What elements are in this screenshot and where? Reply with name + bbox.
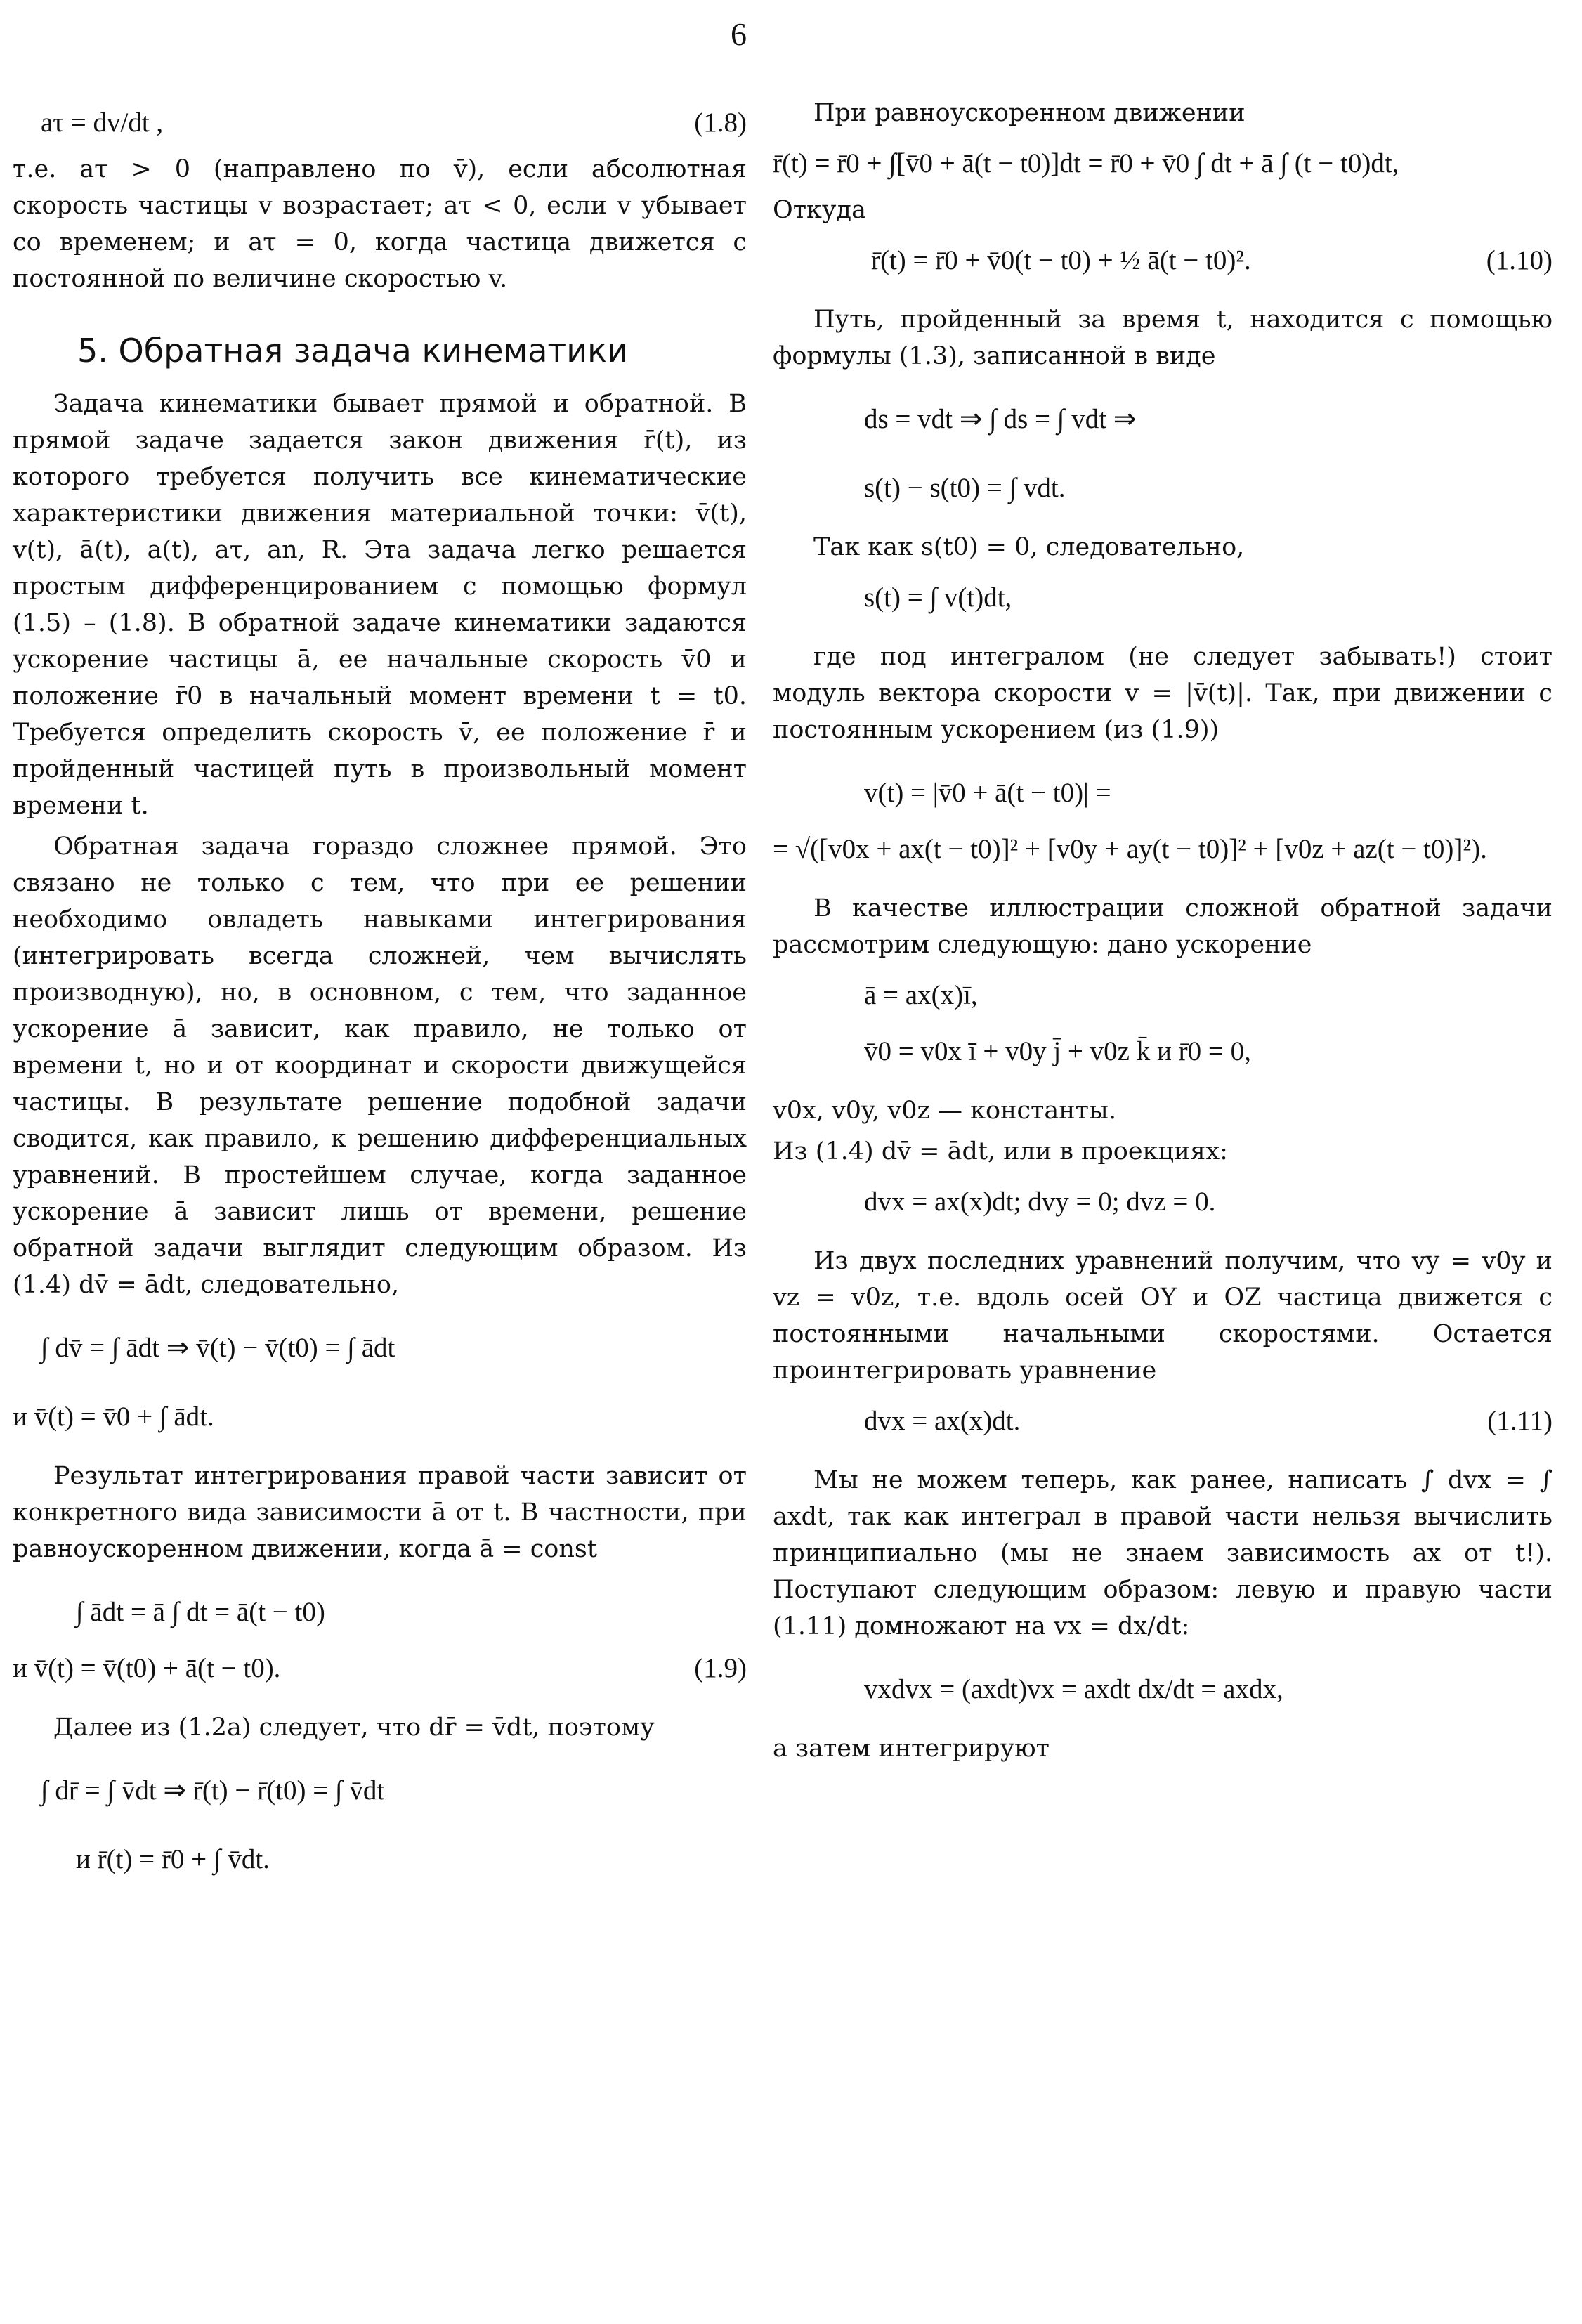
- equation-number: (1.10): [1486, 245, 1552, 275]
- equation: ∫ dr̄ = ∫ v̄dt ⇒ r̄(t) − r̄(t0) = ∫ v̄dt: [41, 1775, 385, 1806]
- equation: v(t) = |v̄0 + ā(t − t0)| =: [864, 778, 1111, 808]
- paragraph: Откуда: [773, 196, 866, 224]
- paragraph: где под интегралом (не следует забывать!) стоит модуль вектора скорости v = |v̄(t)|. Так, при движении с постоянным ускорением (из (1.9)): [773, 643, 1552, 744]
- equation-1-11: [773, 1393, 1552, 1449]
- paragraph: Задача кинематики бывает прямой и обратной. В прямой задаче задается закон движения r̄(t), из которого требуется получить все кинематические характеристики движения материальной точки: v̄(t), v(t), ā(t), a(t), aτ, an, R. Эта задача легко решается простым дифференцированием с помощью формул (1.5) – (1.8). В обратной задаче кинематики задаются ускорение частицы ā, ее начальные скорость v̄0 и положение r̄0 в начальный момент времени t = t0. Требуется определить скорость v̄, ее положение r̄ и пройденный частицей путь в произвольный момент времени t.: [13, 390, 747, 820]
- equation-1-8: [13, 95, 747, 151]
- equation-text: и v̄(t) = v̄(t0) + ā(t − t0).: [13, 1653, 281, 1683]
- paragraph: Так как s(t0) = 0, следовательно,: [813, 533, 1245, 561]
- page-number: 6: [731, 16, 747, 52]
- equation: и v̄(t) = v̄0 + ∫ ādt.: [13, 1402, 214, 1432]
- equation: vxdvx = (axdt)vx = axdt dx/dt = axdx,: [864, 1674, 1283, 1704]
- paragraph: а затем интегрируют: [773, 1735, 1050, 1763]
- equation-text: r̄(t) = r̄0 + v̄0(t − t0) + ½ ā(t − t0)².: [871, 245, 1251, 275]
- equation-number: (1.8): [694, 107, 747, 138]
- paragraph: Далее из (1.2а) следует, что dr̄ = v̄dt, поэтому: [53, 1713, 655, 1742]
- equation: = √([v0x + ax(t − t0)]² + [v0y + ay(t − t0)]² + [v0z + az(t − t0)]²).: [773, 834, 1487, 864]
- equation: ∫ dv̄ = ∫ ādt ⇒ v̄(t) − v̄(t0) = ∫ ādt: [41, 1333, 396, 1363]
- paragraph: Обратная задача гораздо сложнее прямой. Это связано не только с тем, что при ее решении необходимо овладеть навыками интегрирования (интегрировать всегда сложней, чем вычислять производную), но, в основном, с тем, что заданное ускорение ā зависит, как правило, не только от времени t, но и от координат и скорости движущейся частицы. В результате решение подобной задачи сводится, как правило, к решению дифференциальных уравнений. В простейшем случае, когда заданное ускорение ā зависит лишь от времени, решение обратной задачи выглядит следующим образом. Из (1.4) dv̄ = ādt, следовательно,: [13, 833, 747, 1299]
- equation: r̄(t) = r̄0 + ∫[v̄0 + ā(t − t0)]dt = r̄0 + v̄0 ∫ dt + ā ∫ (t − t0)dt,: [773, 148, 1399, 178]
- equation-number: (1.11): [1487, 1406, 1552, 1436]
- right-column: [773, 95, 1552, 1771]
- paragraph: При равноускоренном движении: [813, 99, 1246, 127]
- equation-number: (1.9): [694, 1653, 747, 1683]
- section-heading: 5. Обратная задача кинематики: [77, 332, 628, 370]
- equation: v̄0 = v0x ī + v0y j̄ + v0z k̄ и r̄0 = 0,: [864, 1036, 1251, 1066]
- equation-1-10: [773, 233, 1552, 289]
- equation: и r̄(t) = r̄0 + ∫ v̄dt.: [76, 1844, 270, 1874]
- paragraph: В качестве иллюстрации сложной обратной задачи рассмотрим следующую: дано ускорение: [773, 894, 1552, 959]
- equation: s(t) = ∫ v(t)dt,: [864, 582, 1012, 613]
- paragraph: Путь, пройденный за время t, находится с помощью формулы (1.3), записанной в виде: [773, 306, 1552, 370]
- paragraph: Результат интегрирования правой части зависит от конкретного вида зависимости ā от t. В частности, при равноускоренном движении, когда ā = const: [13, 1462, 747, 1563]
- paragraph: т.е. aτ > 0 (направлено по v̄), если абсолютная скорость частицы v возрастает; aτ < 0, если v убывает со временем; и aτ = 0, когда частица движется с постоянной по величине скоростью v.: [13, 155, 747, 293]
- left-column: [13, 95, 747, 1888]
- paragraph: Из двух последних уравнений получим, что vy = v0y и vz = v0z, т.е. вдоль осей OY и OZ частица движется с постоянными начальными скоростями. Остается проинтегрировать уравнение: [773, 1247, 1552, 1385]
- equation: ds = vdt ⇒ ∫ ds = ∫ vdt ⇒: [864, 404, 1137, 434]
- equation: s(t) − s(t0) = ∫ vdt.: [864, 473, 1066, 503]
- equation: ā = ax(x)ī,: [864, 980, 978, 1010]
- paragraph: v0x, v0y, v0z — константы.: [773, 1097, 1116, 1125]
- equation: ∫ ādt = ā ∫ dt = ā(t − t0): [76, 1597, 325, 1627]
- equation-text: dvx = ax(x)dt.: [864, 1406, 1021, 1436]
- equation-1-9: [13, 1640, 747, 1697]
- paragraph: Из (1.4) dv̄ = ādt, или в проекциях:: [773, 1137, 1228, 1166]
- paragraph: Мы не можем теперь, как ранее, написать ∫ dvx = ∫ axdt, так как интеграл в правой части нельзя вычислить принципиально (мы не знаем зависимость ax от t!). Поступают следующим образом: левую и правую части (1.11) домножают на vx = dx/dt:: [773, 1466, 1552, 1640]
- equation: dvx = ax(x)dt; dvy = 0; dvz = 0.: [864, 1187, 1216, 1217]
- equation-text: aτ = dv/dt ,: [41, 107, 164, 138]
